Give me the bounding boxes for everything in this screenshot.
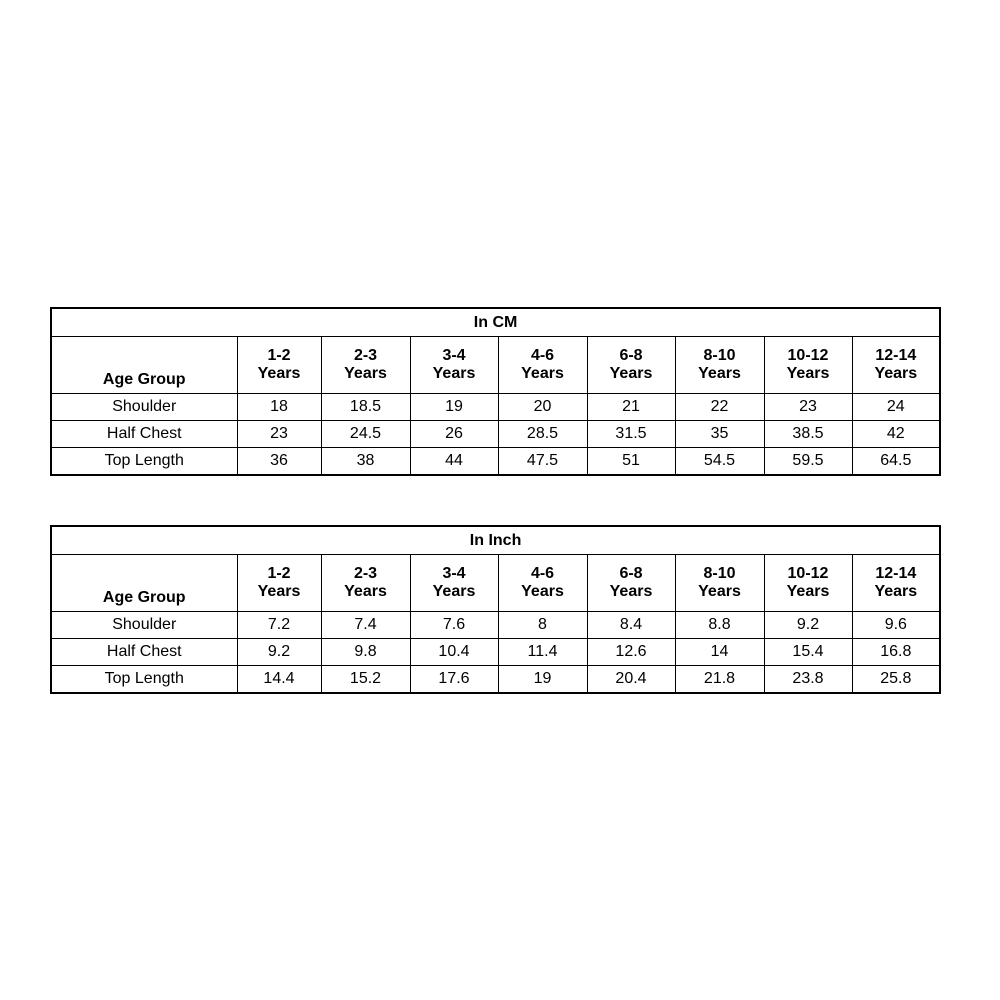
table-title-row [51, 526, 940, 555]
table-header-row [51, 337, 940, 394]
row-label: Half Chest [51, 639, 237, 666]
table-row-shoulder [51, 394, 940, 421]
table-cell: 19 [498, 666, 587, 694]
table-cell: 20.4 [587, 666, 675, 694]
table-cell: 51 [587, 448, 675, 476]
table-cell: 18.5 [321, 394, 410, 421]
table-title-row [51, 308, 940, 337]
row-label: Top Length [51, 448, 237, 476]
table-cell: 36 [237, 448, 321, 476]
age-group-header: 8-10 Years [675, 555, 764, 612]
table-title: In CM [51, 308, 940, 337]
age-group-label: Age Group [51, 337, 237, 394]
row-label: Top Length [51, 666, 237, 694]
table-cell: 15.2 [321, 666, 410, 694]
table-cell: 22 [675, 394, 764, 421]
age-group-header: 3-4 Years [410, 555, 498, 612]
table-cell: 38 [321, 448, 410, 476]
table-cell: 8.4 [587, 612, 675, 639]
table-cell: 23.8 [764, 666, 852, 694]
table-row-top-length [51, 666, 940, 694]
table-cell: 23 [237, 421, 321, 448]
table-cell: 31.5 [587, 421, 675, 448]
table-cell: 18 [237, 394, 321, 421]
table-cell: 38.5 [764, 421, 852, 448]
table-cell: 24 [852, 394, 940, 421]
table-row-half-chest [51, 639, 940, 666]
age-group-header: 6-8 Years [587, 555, 675, 612]
age-group-header: 6-8 Years [587, 337, 675, 394]
age-group-header: 3-4 Years [410, 337, 498, 394]
table-cell: 24.5 [321, 421, 410, 448]
table-cell: 7.6 [410, 612, 498, 639]
age-group-label: Age Group [51, 555, 237, 612]
table-cell: 9.6 [852, 612, 940, 639]
row-label: Shoulder [51, 394, 237, 421]
table-cell: 35 [675, 421, 764, 448]
table-cell: 10.4 [410, 639, 498, 666]
table-cell: 12.6 [587, 639, 675, 666]
table-cell: 47.5 [498, 448, 587, 476]
table-cell: 14.4 [237, 666, 321, 694]
size-table-inch [50, 525, 941, 694]
table-cell: 44 [410, 448, 498, 476]
table-cell: 25.8 [852, 666, 940, 694]
age-group-header: 10-12 Years [764, 555, 852, 612]
age-group-header: 1-2 Years [237, 337, 321, 394]
age-group-header: 2-3 Years [321, 555, 410, 612]
row-label: Shoulder [51, 612, 237, 639]
age-group-header: 8-10 Years [675, 337, 764, 394]
row-label: Half Chest [51, 421, 237, 448]
table-cell: 7.2 [237, 612, 321, 639]
table-cell: 9.2 [237, 639, 321, 666]
table-cell: 15.4 [764, 639, 852, 666]
age-group-header: 12-14 Years [852, 337, 940, 394]
table-title: In Inch [51, 526, 940, 555]
size-table-cm [50, 307, 941, 476]
table-cell: 59.5 [764, 448, 852, 476]
table-header-row [51, 555, 940, 612]
table-cell: 21 [587, 394, 675, 421]
table-cell: 64.5 [852, 448, 940, 476]
table-cell: 16.8 [852, 639, 940, 666]
table-cell: 9.8 [321, 639, 410, 666]
table-cell: 28.5 [498, 421, 587, 448]
table-cell: 42 [852, 421, 940, 448]
table-cell: 23 [764, 394, 852, 421]
table-cell: 8.8 [675, 612, 764, 639]
age-group-header: 4-6 Years [498, 337, 587, 394]
table-cell: 26 [410, 421, 498, 448]
table-cell: 54.5 [675, 448, 764, 476]
table-cell: 7.4 [321, 612, 410, 639]
table-cell: 21.8 [675, 666, 764, 694]
age-group-header: 10-12 Years [764, 337, 852, 394]
table-cell: 9.2 [764, 612, 852, 639]
table-cell: 11.4 [498, 639, 587, 666]
table-row-shoulder [51, 612, 940, 639]
table-cell: 19 [410, 394, 498, 421]
table-cell: 17.6 [410, 666, 498, 694]
age-group-header: 1-2 Years [237, 555, 321, 612]
table-cell: 14 [675, 639, 764, 666]
table-row-half-chest [51, 421, 940, 448]
age-group-header: 4-6 Years [498, 555, 587, 612]
table-row-top-length [51, 448, 940, 476]
age-group-header: 12-14 Years [852, 555, 940, 612]
age-group-header: 2-3 Years [321, 337, 410, 394]
table-cell: 8 [498, 612, 587, 639]
table-cell: 20 [498, 394, 587, 421]
